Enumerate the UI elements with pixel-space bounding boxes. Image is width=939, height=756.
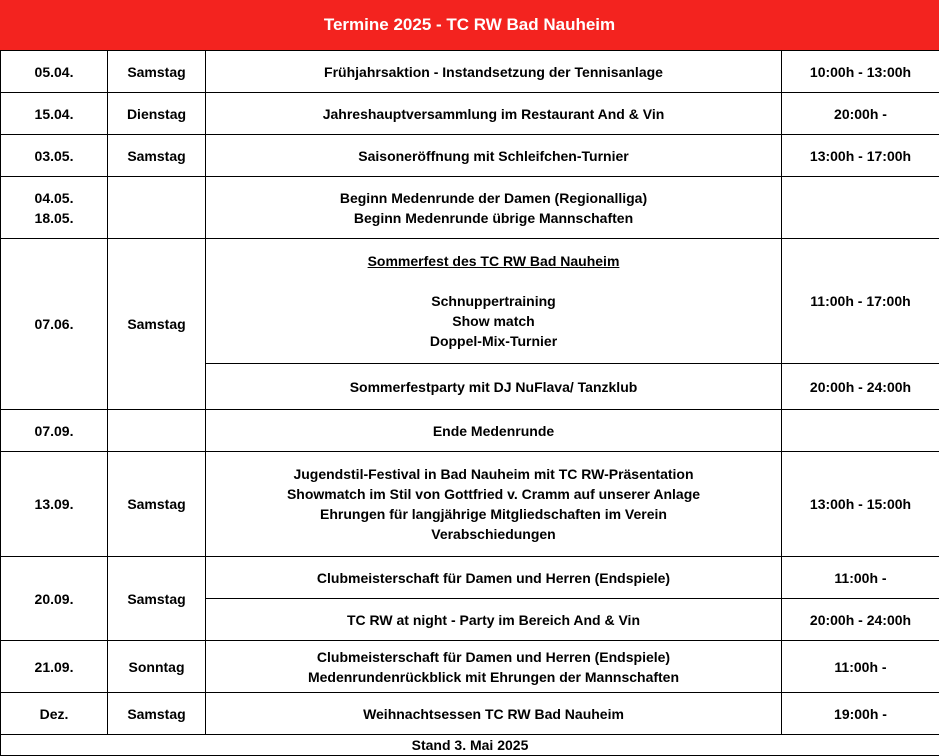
table-row: [1, 557, 939, 599]
event-cell: Frühjahrsaktion - Instandsetzung der Tennisanlage: [206, 51, 782, 93]
event-cell: Sommerfestparty mit DJ NuFlava/ Tanzklub: [206, 364, 782, 410]
event-line: Medenrundenrückblick mit Ehrungen der Mannschaften: [307, 668, 680, 685]
event-line: Ehrungen für langjährige Mitgliedschaften im Verein: [320, 506, 667, 522]
line-spacer: [210, 271, 777, 291]
footer-row: [1, 735, 939, 756]
table-row: [1, 51, 939, 93]
weekday-cell: Samstag: [108, 557, 206, 641]
table-row: [1, 452, 939, 557]
time-cell: 19:00h -: [782, 693, 939, 735]
date-cell: Dez.: [1, 693, 108, 735]
date-line: 04.05.: [34, 189, 74, 206]
event-line: Verabschiedungen: [431, 526, 556, 542]
event-line: Doppel-Mix-Turnier: [429, 333, 558, 349]
weekday-cell: Dienstag: [108, 93, 206, 135]
weekday-cell: Samstag: [108, 51, 206, 93]
event-cell: [206, 452, 782, 557]
time-cell: 20:00h - 24:00h: [782, 364, 939, 410]
time-cell: 11:00h -: [782, 641, 939, 693]
event-cell: Jahreshauptversammlung im Restaurant And & Vin: [206, 93, 782, 135]
event-cell: Saisoneröffnung mit Schleifchen-Turnier: [206, 135, 782, 177]
event-heading: Sommerfest des TC RW Bad Nauheim: [367, 253, 620, 269]
time-cell: [782, 410, 939, 452]
page-title: Termine 2025 - TC RW Bad Nauheim: [323, 15, 616, 34]
event-line: Showmatch im Stil von Gottfried v. Cramm auf unserer Anlage: [286, 486, 701, 502]
table-row: [1, 410, 939, 452]
event-cell: [206, 641, 782, 693]
time-cell: 13:00h - 15:00h: [782, 452, 939, 557]
table-row: [1, 693, 939, 735]
date-cell: 13.09.: [1, 452, 108, 557]
event-cell: Clubmeisterschaft für Damen und Herren (Endspiele): [206, 557, 782, 599]
date-cell: 03.05.: [1, 135, 108, 177]
date-line: 18.05.: [34, 209, 74, 226]
weekday-cell: [108, 177, 206, 239]
date-cell: 21.09.: [1, 641, 108, 693]
time-cell: 11:00h - 17:00h: [782, 239, 939, 364]
events-table: [0, 50, 939, 756]
weekday-cell: [108, 410, 206, 452]
event-cell: Ende Medenrunde: [206, 410, 782, 452]
weekday-cell: Samstag: [108, 693, 206, 735]
event-line: Beginn Medenrunde der Damen (Regionalliga): [339, 189, 648, 206]
title-bar: [0, 0, 939, 50]
table-row: [1, 135, 939, 177]
event-line: Show match: [452, 313, 535, 329]
time-cell: 10:00h - 13:00h: [782, 51, 939, 93]
event-line: Jugendstil-Festival in Bad Nauheim mit TC RW-Präsentation: [293, 466, 694, 482]
date-cell: 20.09.: [1, 557, 108, 641]
stand-date: Stand 3. Mai 2025: [1, 735, 939, 756]
table-row: [1, 93, 939, 135]
event-cell: Weihnachtsessen TC RW Bad Nauheim: [206, 693, 782, 735]
date-cell: 05.04.: [1, 51, 108, 93]
time-cell: [782, 177, 939, 239]
date-cell: 07.09.: [1, 410, 108, 452]
date-cell: 15.04.: [1, 93, 108, 135]
weekday-cell: Samstag: [108, 135, 206, 177]
time-cell: 13:00h - 17:00h: [782, 135, 939, 177]
event-line: Schnuppertraining: [431, 293, 556, 309]
table-row: [1, 239, 939, 364]
date-cell: [1, 177, 108, 239]
date-cell: 07.06.: [1, 239, 108, 410]
weekday-cell: Samstag: [108, 452, 206, 557]
event-line: Clubmeisterschaft für Damen und Herren (Endspiele): [316, 648, 671, 665]
weekday-cell: Sonntag: [108, 641, 206, 693]
event-line: Beginn Medenrunde übrige Mannschaften: [353, 209, 634, 226]
weekday-cell: Samstag: [108, 239, 206, 410]
event-cell: [206, 177, 782, 239]
time-cell: 20:00h -: [782, 93, 939, 135]
time-cell: 20:00h - 24:00h: [782, 599, 939, 641]
time-cell: 11:00h -: [782, 557, 939, 599]
table-row: [1, 641, 939, 693]
event-cell: [206, 239, 782, 364]
event-cell: TC RW at night - Party im Bereich And & Vin: [206, 599, 782, 641]
table-row: [1, 177, 939, 239]
